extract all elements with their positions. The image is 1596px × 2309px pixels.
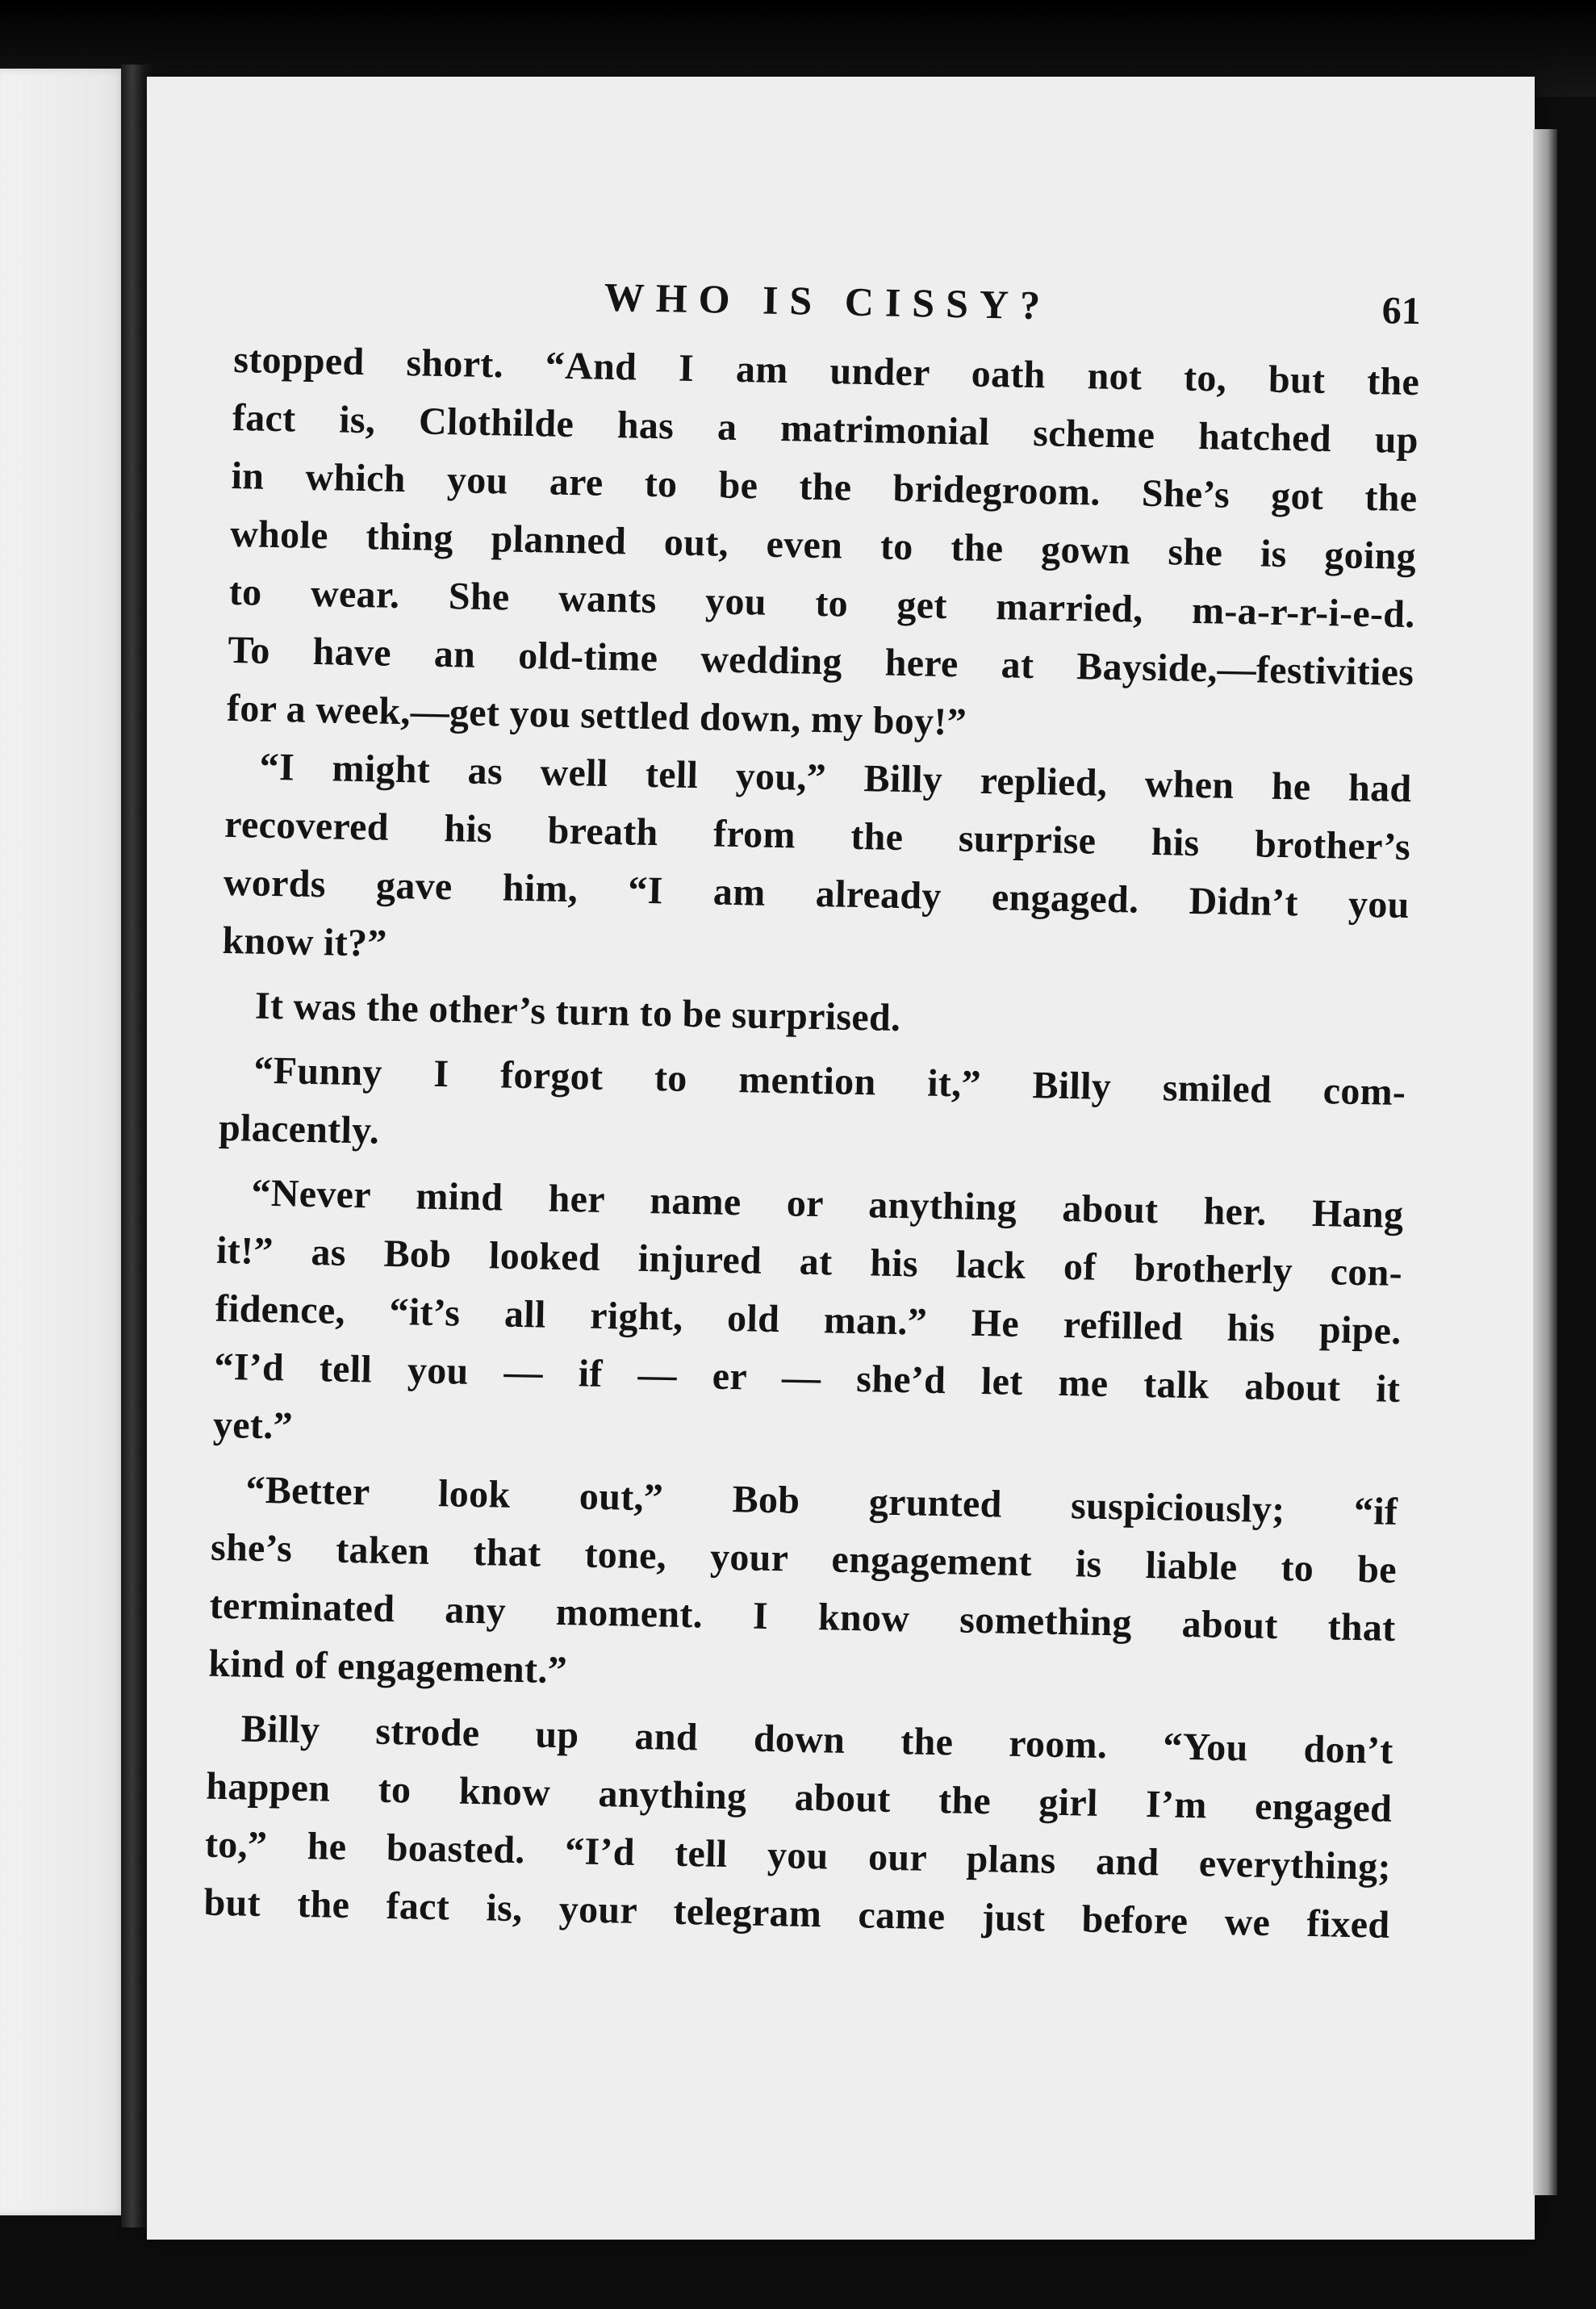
paragraph <box>203 1700 1393 1955</box>
text-line: fact is, Clothilde has a matrimonial scheme hatched up <box>232 395 1419 462</box>
text-line: it!” as Bob looked injured at his lack of brotherly con- <box>215 1228 1403 1295</box>
paragraph <box>208 1461 1398 1716</box>
text-line: “Never mind her name or anything about her. Hang <box>251 1171 1404 1237</box>
facing-page-edge <box>0 69 127 2215</box>
text-line: know it?” <box>222 918 388 965</box>
text-line: “Better look out,” Bob grunted suspiciously; “if <box>245 1468 1398 1533</box>
paragraph <box>212 1164 1404 1477</box>
paragraph <box>226 331 1419 760</box>
text-line: fidence, “it’s all right, old man.” He refilled his pipe. <box>215 1286 1402 1353</box>
text-line: To have an old-time wedding here at Bayside,—festivities <box>227 628 1414 695</box>
text-line: Billy strode up and down the room. “You don’t <box>240 1707 1394 1772</box>
text-line: It was the other’s turn to be surprised. <box>254 984 901 1039</box>
text-line: words gave him, “I am already engaged. Didn’t you <box>223 860 1410 927</box>
text-line: kind of engagement.” <box>207 1642 568 1692</box>
text-line: whole thing planned out, even to the gown she is going <box>229 512 1417 579</box>
text-line: for a week,—get you settled down, my boy!” <box>226 686 967 744</box>
text-line: “I might as well tell you,” Billy replied, when he had <box>259 745 1412 811</box>
paragraph <box>218 1041 1406 1180</box>
text-line: recovered his breath from the surprise his brother’s <box>224 802 1411 869</box>
text-line: stopped short. “And I am under oath not to, but the <box>232 337 1420 404</box>
text-line: to,” he boasted. “I’d tell you our plans and everything; <box>204 1822 1392 1889</box>
text-line: “Funny I forgot to mention it,” Billy smiled com- <box>253 1048 1406 1115</box>
page-text-block <box>203 250 1422 1955</box>
text-line: she’s taken that tone, your engagement is liable to be <box>210 1525 1398 1592</box>
text-line: happen to know anything about the girl I’m engaged <box>205 1764 1393 1830</box>
text-line: to wear. She wants you to get married, m-a-r-r-i-e-d. <box>228 570 1416 637</box>
text-line: yet.” <box>212 1403 294 1448</box>
text-line: “I’d tell you — if — er — she’d let me talk about it <box>213 1345 1401 1411</box>
paragraph <box>222 738 1412 993</box>
text-line: but the fact is, your telegram came just before we fixed <box>203 1880 1390 1947</box>
text-line: terminated any moment. I know something about that <box>209 1583 1396 1650</box>
page-number: 61 <box>1381 289 1422 333</box>
page-edge-shadow <box>1533 129 1557 2195</box>
running-title: WHO IS CISSY? <box>604 274 1052 328</box>
text-line: in which you are to be the bridegroom. She’s got the <box>231 454 1418 521</box>
book-page <box>147 77 1535 2240</box>
text-line: placently. <box>218 1106 380 1152</box>
